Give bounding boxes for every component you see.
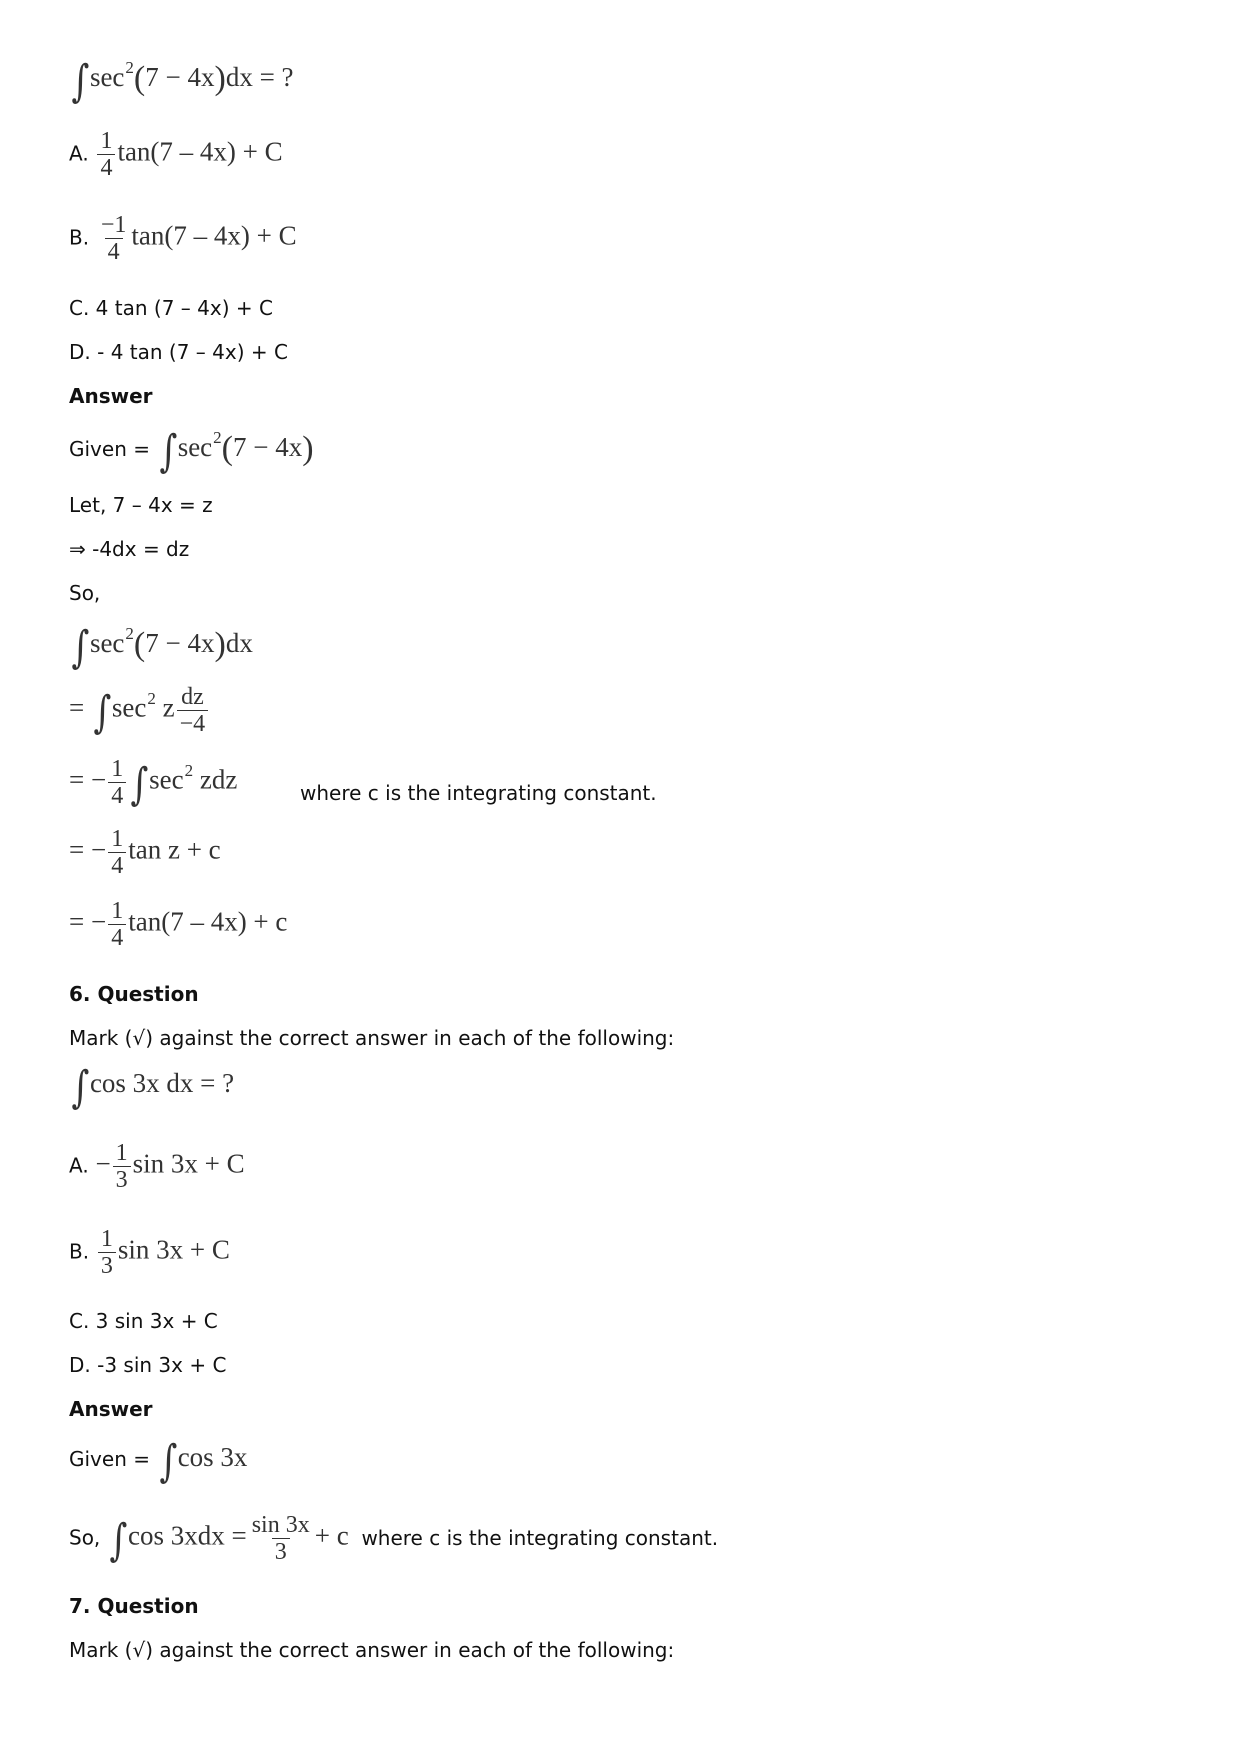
fraction-denominator: 4: [105, 238, 123, 265]
q5-option-c: C. 4 tan (7 – 4x) + C: [69, 296, 273, 320]
fraction-numerator: 1: [111, 826, 124, 852]
fraction-denominator: 4: [108, 852, 126, 879]
q5-given: Given = $\int\sec^2(7 - 4x)$: [69, 426, 314, 477]
q6-so-expr: cos 3xdx =: [127, 1520, 247, 1551]
fraction-numerator: sin 3x: [251, 1512, 310, 1538]
q5-option-b-expr: tan(7 – 4x) + C: [131, 220, 297, 251]
fraction-numerator: 1: [100, 1226, 113, 1252]
q6-answer-heading: Answer: [69, 1397, 153, 1421]
q6-side-note: where c is the integrating constant.: [361, 1525, 719, 1550]
q5-option-b-label: B.: [69, 225, 90, 250]
q5-side-note: where c is the integrating constant.: [300, 781, 657, 805]
q5-work-line-2: = $\int\sec^2$ z $\frac{dz}{-4}$: [69, 684, 210, 737]
q5-answer-heading: Answer: [69, 384, 153, 408]
q5-tan-z: tan z + c: [128, 834, 221, 865]
fraction: [98, 1226, 116, 1279]
q6-so-line: [69, 1512, 718, 1565]
q6-option-b-label: B.: [69, 1239, 90, 1264]
q5-work-line-5: = − $\frac{1}{4}$ tan(7 – 4x) + c: [69, 898, 288, 951]
integral-sign: ∫: [159, 1436, 178, 1487]
fraction-denominator: 4: [108, 782, 126, 809]
q5-work-line-1: $\int\sec^2(7 - 4x)dx$: [71, 622, 253, 673]
integral-sign: ∫: [130, 758, 149, 810]
fraction: [249, 1512, 313, 1565]
fraction: [177, 684, 209, 737]
fraction-numerator: 1: [100, 128, 113, 154]
q6-so-plus: + c: [314, 1520, 349, 1551]
q5-work-line-4: = − $\frac{1}{4}$ tan z + c: [69, 826, 221, 879]
q6-given-expr: cos 3x: [177, 1442, 248, 1472]
q5-option-a: [69, 128, 283, 181]
q5-given-label: Given =: [69, 437, 150, 461]
q6-question-equation: [69, 1062, 235, 1113]
fraction-numerator: −1: [100, 212, 127, 238]
fraction-denominator: 4: [108, 924, 126, 951]
q6-option-a-label: A.: [69, 1153, 89, 1178]
integral-sign: ∫: [71, 1062, 90, 1113]
q5-option-d: D. - 4 tan (7 – 4x) + C: [69, 340, 288, 364]
fraction-denominator: 3: [113, 1166, 131, 1193]
q6-given-label: Given =: [69, 1447, 150, 1471]
q6-instruction: Mark (√) against the correct answer in each of the following:: [69, 1026, 675, 1050]
q6-question-expr: cos 3x dx = ?: [89, 1068, 235, 1098]
q5-question-equation: $\int\sec^2(7 - 4x)dx$ = ?: [71, 56, 294, 107]
q6-option-b: [69, 1226, 230, 1279]
q6-option-c: C. 3 sin 3x + C: [69, 1309, 218, 1333]
q6-heading: 6. Question: [69, 982, 199, 1006]
q5-option-b: [69, 212, 297, 265]
q5-option-a-label: A.: [69, 141, 89, 166]
fraction-denominator: −4: [177, 710, 209, 737]
q5-step-so: So,: [69, 581, 101, 605]
integral-sign: ∫: [109, 1514, 128, 1566]
q6-option-a: A. − $\frac{1}{3}$ sin 3x + C: [69, 1140, 245, 1193]
fraction: [108, 898, 126, 951]
q7-heading: 7. Question: [69, 1594, 199, 1618]
q5-step-let: Let, 7 – 4x = z: [69, 493, 213, 517]
q7-instruction: Mark (√) against the correct answer in each of the following:: [69, 1638, 675, 1662]
fraction-numerator: dz: [181, 684, 204, 710]
fraction: [113, 1140, 131, 1193]
q6-so-label: So,: [69, 1525, 101, 1550]
fraction-denominator: 3: [98, 1252, 116, 1279]
integral-sign: ∫: [159, 426, 178, 477]
fraction: [108, 756, 126, 809]
integral-sign: ∫: [71, 622, 90, 673]
fraction-numerator: 1: [111, 898, 124, 924]
q5-tan-final: tan(7 – 4x) + c: [128, 906, 288, 937]
q5-option-a-expr: tan(7 – 4x) + C: [117, 136, 283, 167]
fraction-numerator: 1: [111, 756, 124, 782]
fraction-numerator: 1: [115, 1140, 128, 1166]
fraction-denominator: 3: [272, 1538, 290, 1565]
q5-step-diff: ⇒ -4dx = dz: [69, 537, 190, 561]
fraction: [108, 826, 126, 879]
integral-sign: ∫: [93, 686, 112, 738]
integral-sign: ∫: [71, 56, 90, 107]
q6-option-b-expr: sin 3x + C: [117, 1234, 230, 1265]
q6-option-a-expr: sin 3x + C: [132, 1148, 245, 1179]
q5-work-line-3: = − $\frac{1}{4}$ $\int\sec^2$ zdz: [69, 756, 238, 810]
fraction: [97, 128, 115, 181]
fraction-denominator: 4: [97, 154, 115, 181]
q6-option-d: D. -3 sin 3x + C: [69, 1353, 227, 1377]
fraction: [98, 212, 130, 265]
q6-given: [69, 1436, 248, 1487]
q5-question-rhs: = ?: [259, 62, 294, 92]
